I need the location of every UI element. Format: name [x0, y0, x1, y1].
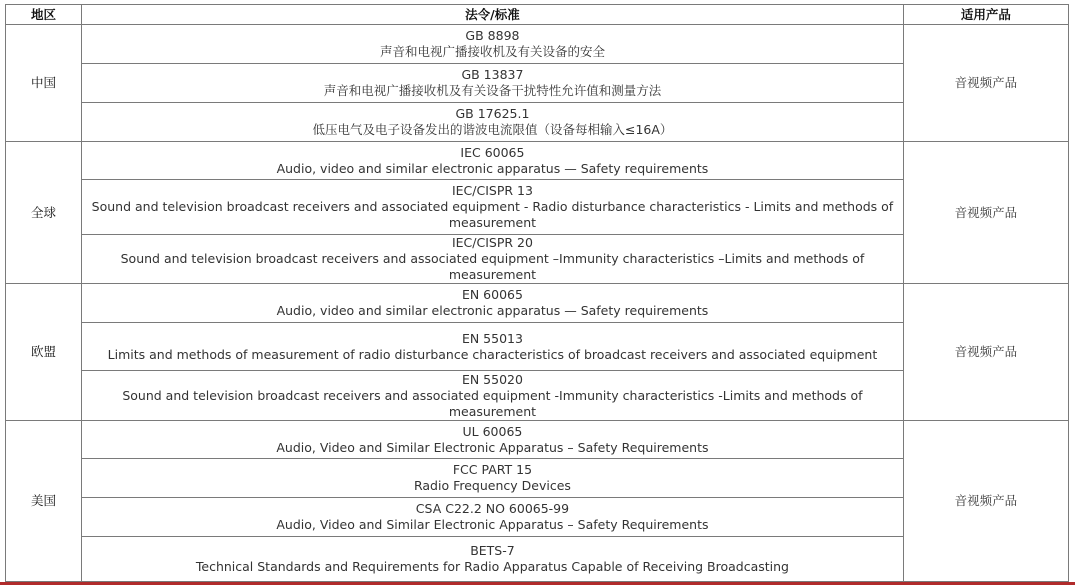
standard-code: EN 55020	[461, 371, 523, 387]
table-row	[6, 25, 1069, 64]
standard-code: EN 55013	[461, 330, 523, 346]
region-cell-china: 中国	[6, 25, 82, 142]
standard-cell	[82, 103, 904, 142]
standard-code: IEC/CISPR 13	[451, 183, 533, 198]
standard-code: GB 17625.1	[455, 106, 530, 121]
table-row	[6, 142, 1069, 180]
standard-description: Audio, video and similar electronic apparatus — Safety requirements	[276, 160, 709, 176]
standard-description: 低压电气及电子设备发出的谐波电流限值（设备每相输入≤16A）	[312, 122, 673, 137]
standard-description: Sound and television broadcast receivers and associated equipment -Immunity characteristics -Limits and methods of measurement	[122, 387, 863, 419]
standard-description: Audio, Video and Similar Electronic Apparatus – Safety Requirements	[276, 517, 709, 532]
standard-cell	[82, 537, 904, 582]
header-standard: 法令/标准	[82, 5, 904, 25]
standard-cell	[82, 64, 904, 103]
standard-code: IEC 60065	[460, 144, 525, 160]
standard-cell	[82, 284, 904, 323]
product-cell-eu: 音视频产品	[903, 284, 1068, 421]
standard-code: CSA C22.2 NO 60065-99	[415, 501, 570, 516]
region-cell-usa: 美国	[6, 421, 82, 582]
standard-description: Technical Standards and Requirements for Radio Apparatus Capable of Receiving Broadcasting	[195, 559, 789, 574]
standard-code: UL 60065	[462, 423, 523, 439]
standard-code: BETS-7	[470, 543, 515, 558]
region-cell-global: 全球	[6, 142, 82, 284]
standard-code: GB 8898	[465, 28, 520, 43]
bottom-divider	[0, 582, 1075, 585]
standard-cell	[82, 371, 904, 421]
standard-cell	[82, 498, 904, 537]
standard-code: EN 60065	[461, 287, 523, 302]
standard-cell	[82, 459, 904, 498]
product-cell-usa: 音视频产品	[903, 421, 1068, 582]
product-cell-global: 音视频产品	[903, 142, 1068, 284]
table-header-row	[6, 5, 1069, 25]
standard-description: 声音和电视广播接收机及有关设备干扰特性允许值和测量方法	[323, 83, 662, 98]
standards-table-wrapper	[5, 4, 1069, 582]
standard-cell	[82, 235, 904, 284]
table-row	[6, 284, 1069, 323]
product-cell-china: 音视频产品	[903, 25, 1068, 142]
standard-cell	[82, 25, 904, 64]
standard-code: FCC PART 15	[452, 462, 533, 477]
standard-code: IEC/CISPR 20	[451, 235, 533, 250]
table-row	[6, 421, 1069, 459]
region-cell-eu: 欧盟	[6, 284, 82, 421]
standard-description: Sound and television broadcast receivers and associated equipment –Immunity characteristics –Limits and methods of measurement	[120, 251, 865, 282]
standard-description: Audio, Video and Similar Electronic Apparatus – Safety Requirements	[276, 439, 709, 455]
standard-cell	[82, 180, 904, 235]
standard-code: GB 13837	[461, 67, 524, 82]
standard-cell	[82, 421, 904, 459]
standard-cell	[82, 323, 904, 371]
header-product: 适用产品	[903, 5, 1068, 25]
standard-description: Radio Frequency Devices	[413, 478, 571, 493]
standard-description: Sound and television broadcast receivers and associated equipment - Radio disturbance characteristics - Limits and methods of measurement	[91, 199, 894, 230]
standard-description: 声音和电视广播接收机及有关设备的安全	[379, 44, 605, 59]
standard-description: Audio, video and similar electronic apparatus — Safety requirements	[276, 303, 709, 318]
standards-table	[5, 4, 1069, 582]
standard-cell	[82, 142, 904, 180]
header-region: 地区	[6, 5, 82, 25]
standard-description: Limits and methods of measurement of radio disturbance characteristics of broadcast receivers and associated equipment	[107, 346, 878, 362]
